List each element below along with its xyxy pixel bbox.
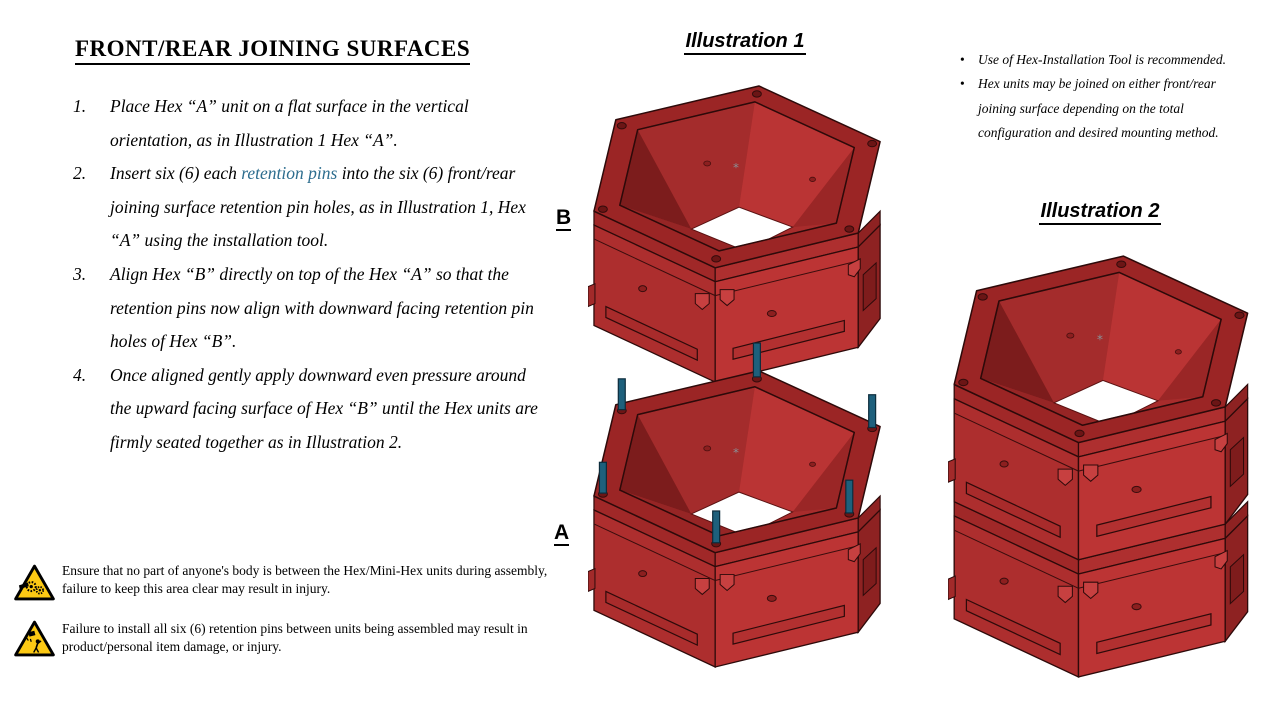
hex-a-label: [554, 521, 569, 545]
note-item-2: • Hex units may be joined on either front/rear joining surface depending on the total configuration and desired mounting method.: [956, 72, 1248, 145]
hex-b-label-text: B: [556, 206, 572, 229]
hex-a-label-text: A: [554, 521, 570, 544]
notes-list: [956, 48, 1248, 145]
hex-a-render: [588, 339, 896, 675]
item-text-after: into the six (6) front/rear joining surface retention pin holes, as in Illustration 1, Hex “A” using the installation tool.: [110, 163, 526, 251]
hex-b-label: [556, 206, 571, 230]
instruction-item-1: [73, 90, 541, 157]
illustration-1-title-text: Illustration 1: [684, 30, 807, 55]
item-text-before: Insert six (6) each: [110, 163, 242, 184]
item-text: Once aligned gently apply downward even pressure around the upward facing surface of Hex “B” until the Hex units are firmly seated together as in Illustration 2.: [110, 364, 538, 452]
instruction-list: [73, 90, 541, 460]
warning-text-1: Ensure that no part of anyone's body is between the Hex/Mini-Hex units during assembly, failure to keep this area clear may result in injury.: [62, 563, 548, 596]
instruction-item-3: [73, 258, 541, 359]
item-text: Align Hex “B” directly on top of the Hex “A” so that the retention pins now align with downward facing retention pin holes of Hex “B”.: [110, 263, 534, 352]
page-title: FRONT/REAR JOINING SURFACES: [75, 36, 470, 65]
instruction-item-4: [73, 359, 541, 460]
item-text: Place Hex “A” unit on a flat surface in the vertical orientation, as in Illustration 1 Hex “A”.: [110, 96, 469, 150]
entanglement-hazard-icon: [14, 564, 55, 601]
item-text: [110, 157, 541, 258]
item-number: 2.: [73, 163, 87, 184]
warning-text-2: Failure to install all six (6) retention pins between units being assembled may result in product/personal item damage, or injury.: [62, 621, 528, 654]
falling-object-hazard-icon: [14, 620, 55, 657]
item-number: 1.: [73, 96, 87, 116]
stacked-hex-render: [948, 250, 1264, 680]
item-number: 3.: [73, 263, 87, 284]
note-item-1: • Use of Hex-Installation Tool is recommended.: [956, 48, 1248, 72]
retention-pins-link[interactable]: retention pins: [241, 163, 338, 184]
illustration-2-title-text: Illustration 2: [1039, 200, 1162, 225]
illustration-1-title: [652, 30, 838, 53]
instruction-item-2: [73, 157, 541, 258]
item-number: 4.: [73, 364, 87, 385]
illustration-2-title: [1006, 200, 1194, 223]
